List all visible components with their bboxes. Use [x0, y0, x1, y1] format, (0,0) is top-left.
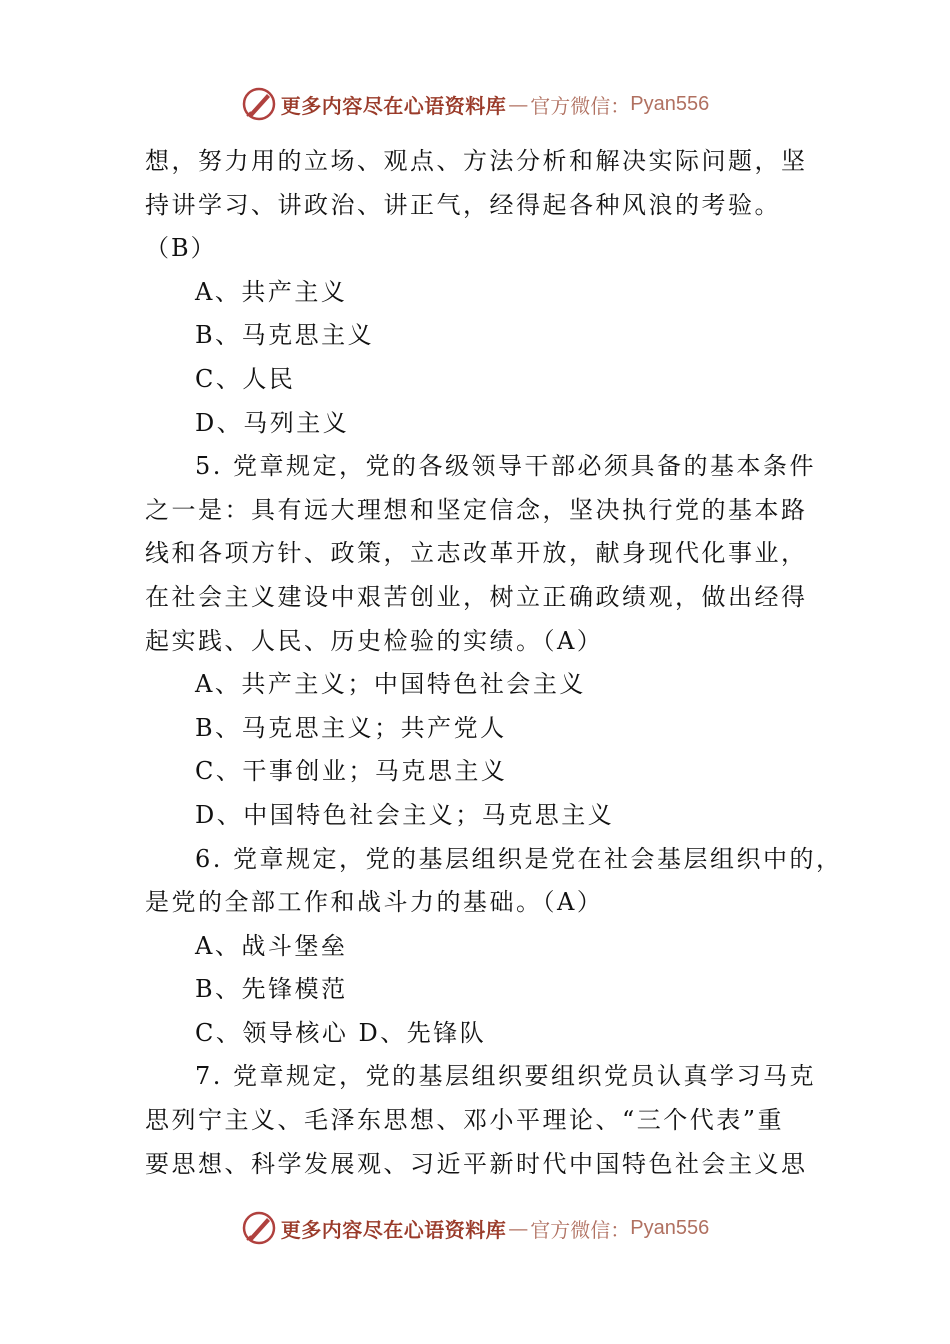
option-line: B、马克思主义	[195, 321, 375, 350]
text-line: 要思想、科学发展观、习近平新时代中国特色社会主义思	[145, 1149, 808, 1178]
document-body	[145, 140, 843, 1186]
option-line: B、马克思主义；共产党人	[195, 713, 507, 742]
option-line: C、领导核心 D、先锋队	[195, 1018, 487, 1047]
option-line: B、先锋模范	[195, 975, 348, 1004]
text-line: 在社会主义建设中艰苦创业，树立正确政绩观，做出经得	[145, 582, 808, 611]
option-line: A、共产主义	[195, 277, 348, 306]
text-line: 持讲学习、讲政治、讲正气，经得起各种风浪的考验。	[145, 190, 781, 219]
text-line: 线和各项方针、政策，立志改革开放，献身现代化事业，	[145, 539, 808, 568]
pen-logo-icon	[241, 86, 277, 122]
pen-logo-icon	[241, 1210, 277, 1246]
option-line: C、干事创业；马克思主义	[195, 757, 508, 786]
banner-dash: —	[508, 92, 529, 116]
option-line: D、中国特色社会主义；马克思主义	[195, 800, 615, 829]
text-line: 是党的全部工作和战斗力的基础。（A）	[145, 888, 604, 917]
option-line: D、马列主义	[195, 408, 350, 437]
banner-wechat-label: 官方微信：	[530, 93, 631, 118]
text-line: 思列宁主义、毛泽东思想、邓小平理论、“三个代表”重	[145, 1106, 785, 1135]
banner-wechat-id: Pyan556	[630, 1216, 710, 1239]
question-line: 5. 党章规定，党的各级领导干部必须具备的基本条件	[195, 452, 817, 481]
text-line: 之一是：具有远大理想和坚定信念，坚决执行党的基本路	[145, 495, 808, 524]
header-banner	[0, 84, 950, 124]
option-line: A、共产主义；中国特色社会主义	[195, 670, 586, 699]
text-line: 起实践、人民、历史检验的实绩。（A）	[145, 626, 604, 655]
banner-wechat-id: Pyan556	[630, 92, 710, 115]
option-line: C、人民	[195, 364, 296, 393]
banner-main-text: 更多内容尽在心语资料库	[280, 1217, 507, 1242]
question-line: 7. 党章规定，党的基层组织要组织党员认真学习马克	[195, 1062, 817, 1091]
banner-wechat-label: 官方微信：	[530, 1217, 631, 1242]
question-line: 6. 党章规定，党的基层组织是党在社会基层组织中的，	[195, 844, 843, 873]
banner-main-text: 更多内容尽在心语资料库	[280, 93, 507, 118]
banner-dash: —	[508, 1216, 529, 1240]
option-line: A、战斗堡垒	[195, 931, 348, 960]
text-line: 想，努力用的立场、观点、方法分析和解决实际问题，坚	[145, 147, 808, 175]
answer-line: （B）	[145, 234, 217, 263]
footer-banner	[0, 1208, 950, 1248]
